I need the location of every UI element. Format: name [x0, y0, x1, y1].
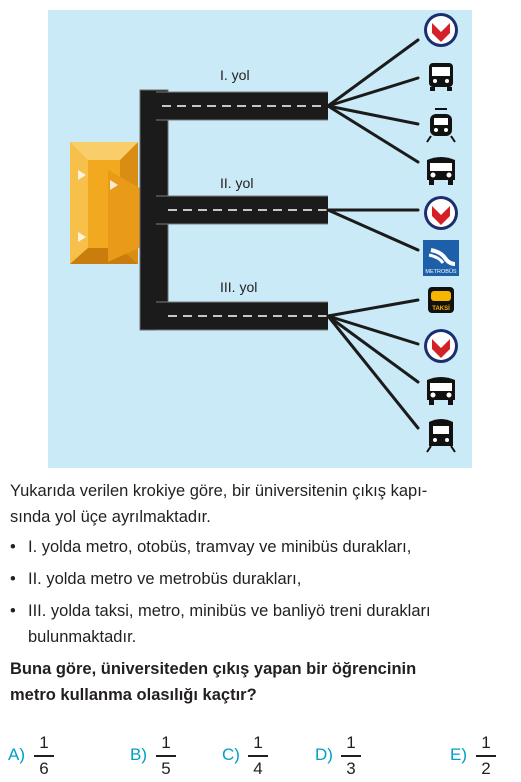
- fraction-bar: [476, 755, 496, 757]
- intro-line-2: sında yol üçe ayrılmaktadır.: [10, 508, 211, 526]
- metro-icon: [424, 13, 458, 47]
- road-1: [156, 92, 328, 120]
- option-letter: E): [450, 745, 467, 764]
- option-letter: C): [222, 745, 240, 764]
- road-1-label: I. yol: [220, 67, 250, 83]
- road-3: [156, 302, 328, 330]
- numerator: 1: [346, 733, 356, 752]
- bullet-text: III. yolda taksi, metro, minibüs ve banliyö treni durakları: [28, 602, 431, 620]
- road-3-label: III. yol: [220, 279, 258, 295]
- fraction: [476, 733, 496, 779]
- road-2-label: II. yol: [220, 175, 254, 191]
- bus-icon: [429, 63, 453, 91]
- bullet-text: I. yolda metro, otobüs, tramvay ve minibüs durakları,: [28, 538, 412, 556]
- question-line-1: Buna göre, üniversiteden çıkış yapan bir öğrencinin: [10, 660, 417, 678]
- fraction-bar: [248, 755, 268, 757]
- bullet-dot: •: [10, 538, 16, 556]
- metro-icon: [424, 196, 458, 230]
- numerator: 1: [253, 733, 263, 752]
- bullet-text-continued: bulunmaktadır.: [28, 628, 137, 646]
- bullet-list: [10, 534, 514, 650]
- numerator: 1: [39, 733, 49, 752]
- denominator: 6: [39, 758, 49, 778]
- fraction-bar: [156, 755, 176, 757]
- numerator: 1: [481, 733, 491, 752]
- answer-options: [0, 733, 521, 782]
- fraction-bar: [341, 755, 361, 757]
- option-letter: D): [315, 745, 333, 764]
- metrobus-icon-text: METROBÜS: [425, 269, 457, 275]
- fraction: [34, 733, 54, 779]
- question-line-2: metro kullanma olasılığı kaçtır?: [10, 686, 257, 704]
- fraction: [156, 733, 176, 779]
- road-2: [156, 196, 328, 224]
- bullet-dot: •: [10, 570, 16, 588]
- denominator: 2: [481, 758, 491, 778]
- denominator: 4: [253, 758, 263, 778]
- question-text-block: [10, 478, 514, 708]
- option-letter: A): [8, 745, 25, 764]
- bullet-item: [10, 566, 514, 592]
- denominator: 5: [161, 758, 171, 778]
- road-map-figure: [48, 10, 472, 468]
- bullet-item: [10, 598, 514, 650]
- metrobus-icon: [423, 240, 459, 276]
- intro-line-1: Yukarıda verilen krokiye göre, bir üniversitenin çıkış kapı-: [10, 482, 428, 500]
- bullet-text: II. yolda metro ve metrobüs durakları,: [28, 570, 302, 588]
- bullet-item: [10, 534, 514, 560]
- taxi-icon-text: TAKSİ: [432, 306, 450, 312]
- numerator: 1: [161, 733, 171, 752]
- fraction: [341, 733, 361, 779]
- metro-icon: [424, 329, 458, 363]
- fraction-bar: [34, 755, 54, 757]
- bullet-dot: •: [10, 602, 16, 620]
- option-letter: B): [130, 745, 147, 764]
- taxi-icon: [428, 287, 454, 313]
- fraction: [248, 733, 268, 779]
- denominator: 3: [346, 758, 356, 778]
